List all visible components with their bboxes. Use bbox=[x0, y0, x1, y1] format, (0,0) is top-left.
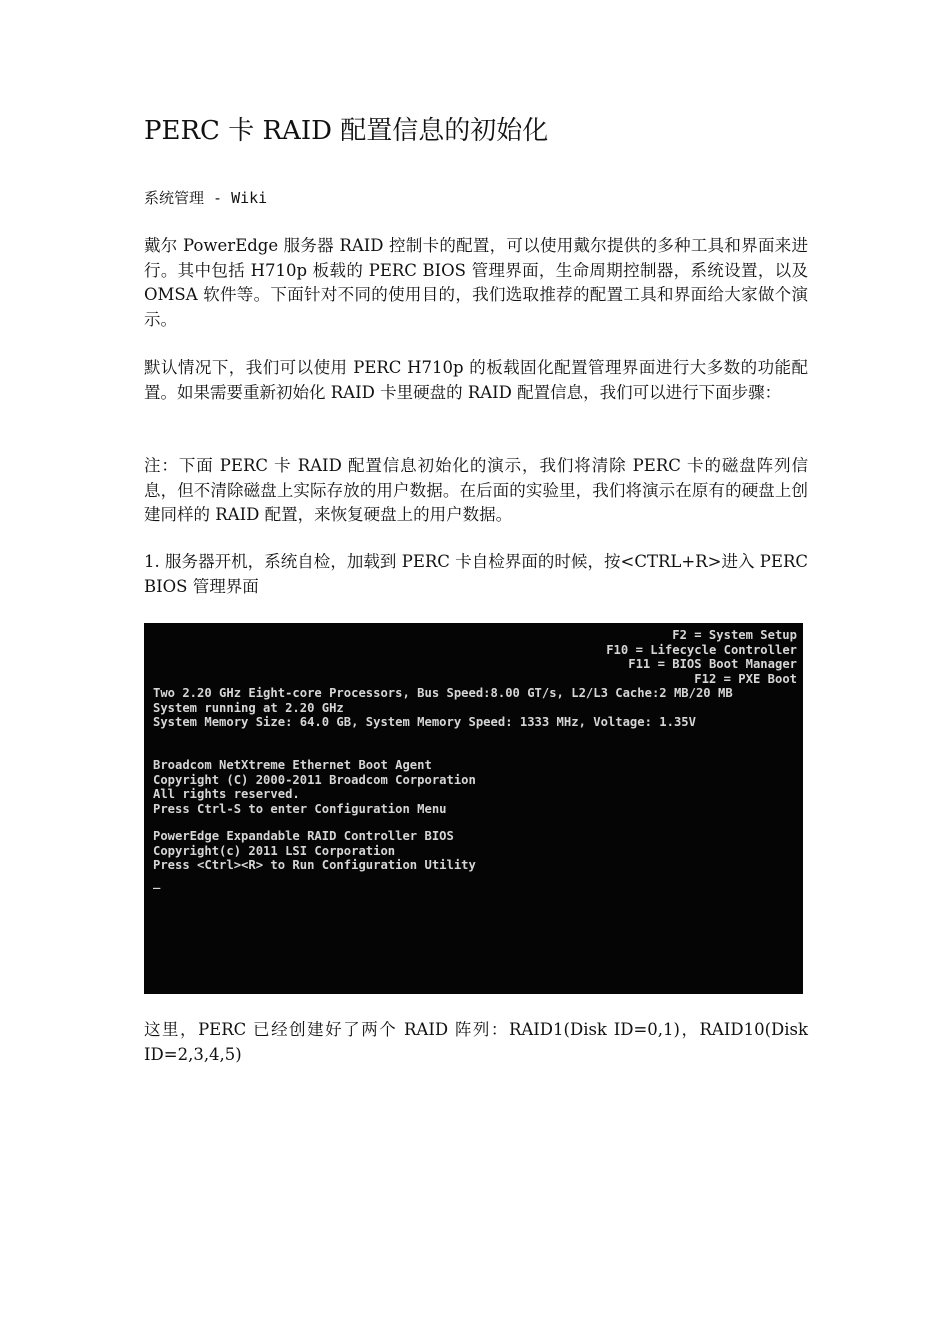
bios-line-perc-ctrl-r: Press <Ctrl><R> to Run Configuration Utility bbox=[153, 858, 476, 872]
paragraph-note: 注：下面 PERC 卡 RAID 配置信息初始化的演示，我们将清除 PERC 卡的磁盘阵列信息，但不清除磁盘上实际存放的用户数据。在后面的实验里，我们将演示在原有的硬盘上创建同样的 RAID 配置，来恢复硬盘上的用户数据。 bbox=[144, 456, 808, 524]
bios-line-broadcom-copyright: Copyright (C) 2000-2011 Broadcom Corporation bbox=[153, 772, 476, 787]
bios-broadcom-block bbox=[153, 758, 476, 816]
hotkey-pxe-boot: F12 = PXE Boot bbox=[694, 671, 797, 686]
bios-system-info bbox=[153, 686, 733, 730]
bios-line-broadcom-ctrl-s: Press Ctrl-S to enter Configuration Menu bbox=[153, 801, 447, 816]
paragraph-raid-arrays: 这里，PERC 已经创建好了两个 RAID 阵列：RAID1(Disk ID=0,1)，RAID10(Disk ID=2,3,4,5) bbox=[144, 1020, 808, 1064]
page-title: PERC 卡 RAID 配置信息的初始化 bbox=[144, 116, 549, 146]
bios-line-perc-copyright: Copyright(c) 2011 LSI Corporation bbox=[153, 843, 396, 858]
hotkey-bios-boot-manager: F11 = BIOS Boot Manager bbox=[628, 657, 797, 671]
hotkey-lifecycle-controller: F10 = Lifecycle Controller bbox=[606, 642, 797, 657]
hotkey-system-setup: F2 = System Setup bbox=[672, 628, 797, 642]
paragraph-step-1: 1. 服务器开机，系统自检，加载到 PERC 卡自检界面的时候，按<CTRL+R>进入 PERC BIOS 管理界面 bbox=[144, 552, 808, 596]
bios-hotkeys bbox=[606, 628, 797, 686]
bios-cursor: _ bbox=[153, 875, 161, 889]
paragraph-default-config: 默认情况下，我们可以使用 PERC H710p 的板载固化配置管理界面进行大多数的功能配置。如果需要重新初始化 RAID 卡里硬盘的 RAID 配置信息，我们可以进行下面步骤： bbox=[144, 358, 808, 402]
bios-line-processors: Two 2.20 GHz Eight-core Processors, Bus Speed:8.00 GT/s, L2/L3 Cache:2 MB/20 MB bbox=[153, 686, 733, 700]
bios-line-memory: System Memory Size: 64.0 GB, System Memory Speed: 1333 MHz, Voltage: 1.35V bbox=[153, 715, 696, 729]
paragraph-intro: 戴尔 PowerEdge 服务器 RAID 控制卡的配置，可以使用戴尔提供的多种工具和界面来进行。其中包括 H710p 板载的 PERC BIOS 管理界面，生命周期控制器，系统设置，以及 OMSA 软件等。下面针对不同的使用目的，我们选取推荐的配置工具和界面给大家做个演示。 bbox=[144, 236, 808, 329]
bios-line-broadcom-rights: All rights reserved. bbox=[153, 787, 300, 801]
source-line: 系统管理 - Wiki bbox=[144, 189, 268, 207]
bios-perc-block bbox=[153, 829, 476, 873]
bios-line-system-speed: System running at 2.20 GHz bbox=[153, 700, 344, 715]
bios-line-broadcom-agent: Broadcom NetXtreme Ethernet Boot Agent bbox=[153, 758, 432, 772]
bios-line-perc-bios: PowerEdge Expandable RAID Controller BIOS bbox=[153, 829, 454, 843]
bios-boot-screenshot bbox=[144, 623, 803, 994]
